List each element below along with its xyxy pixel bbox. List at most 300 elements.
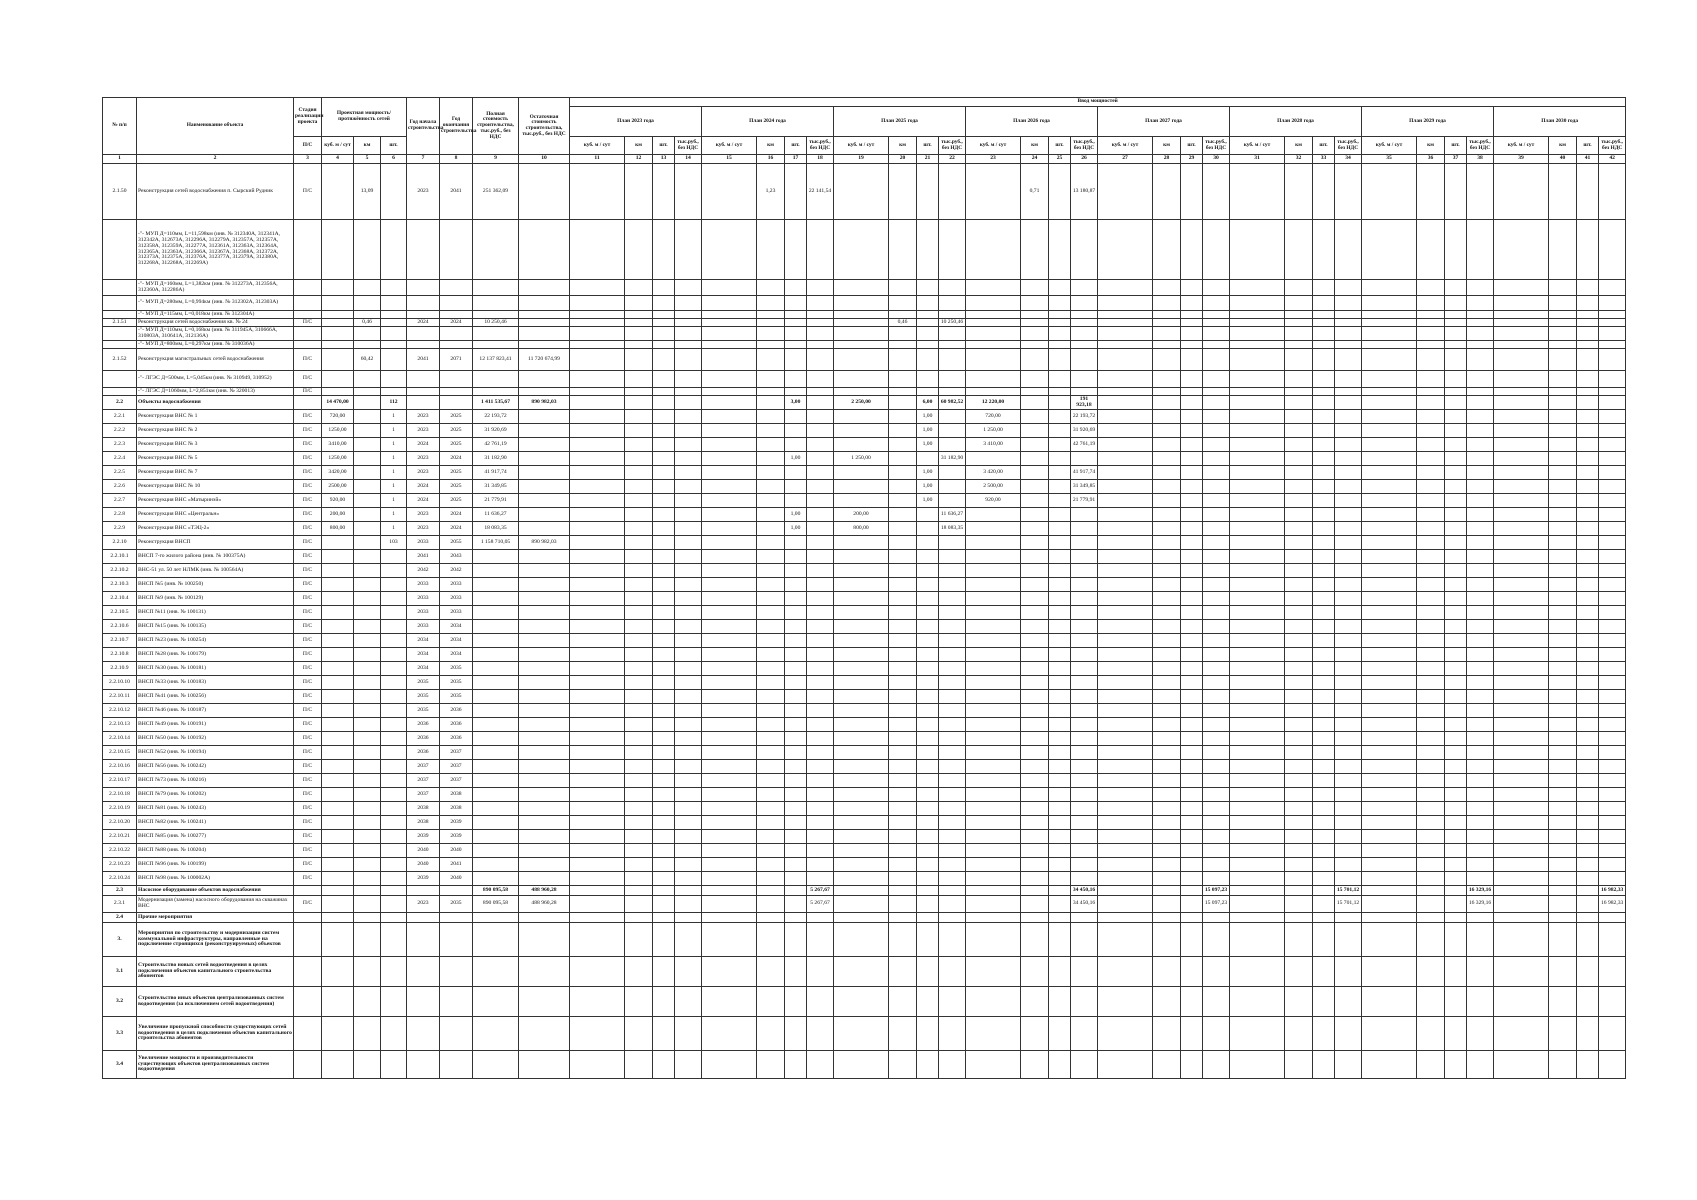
cell-n: 2.2.9 bbox=[103, 522, 137, 536]
cell-plan bbox=[1549, 886, 1577, 896]
cell-rem bbox=[519, 913, 570, 923]
cell-plan bbox=[1445, 987, 1467, 1017]
cell-plan bbox=[1577, 844, 1599, 858]
cell-plan bbox=[570, 886, 625, 896]
cell-q bbox=[322, 1051, 354, 1079]
cell-plan bbox=[1313, 732, 1335, 746]
column-number: 41 bbox=[1577, 155, 1599, 164]
cell-rem bbox=[519, 164, 570, 220]
cell-plan bbox=[1049, 327, 1071, 341]
cell-plan bbox=[1230, 648, 1285, 662]
cell-plan bbox=[917, 550, 939, 564]
cell-plan bbox=[625, 341, 653, 349]
cell-plan bbox=[675, 872, 702, 886]
cell-plan bbox=[1362, 1051, 1417, 1079]
cell-plan bbox=[1549, 349, 1577, 371]
cell-plan bbox=[966, 896, 1021, 913]
cell-plan bbox=[1285, 494, 1313, 508]
cell-plan bbox=[1549, 371, 1577, 388]
cell-pcs: 1 bbox=[381, 480, 407, 494]
cell-plan bbox=[1181, 592, 1203, 606]
cell-n bbox=[103, 341, 137, 349]
cell-plan bbox=[702, 494, 757, 508]
cell-plan bbox=[625, 1051, 653, 1079]
cell-plan bbox=[834, 844, 889, 858]
cell-full bbox=[473, 592, 519, 606]
cell-plan bbox=[1203, 480, 1230, 494]
column-number: 22 bbox=[939, 155, 966, 164]
cell-y2: 2041 bbox=[440, 858, 473, 872]
cell-name: ВНСП №82 (инв. № 100241) bbox=[137, 816, 294, 830]
cell-plan bbox=[785, 648, 807, 662]
cell-rem bbox=[519, 280, 570, 296]
cell-q bbox=[322, 536, 354, 550]
cell-plan bbox=[1203, 452, 1230, 466]
cell-st: П/С bbox=[294, 508, 322, 522]
cell-name: ВНСП №41 (инв. № 100256) bbox=[137, 690, 294, 704]
cell-plan bbox=[1230, 1051, 1285, 1079]
cell-plan bbox=[1021, 410, 1049, 424]
cell-plan bbox=[917, 634, 939, 648]
cell-plan bbox=[570, 844, 625, 858]
cell-plan bbox=[625, 388, 653, 396]
cell-name: Реконструкция ВНС № 2 bbox=[137, 424, 294, 438]
cell-plan bbox=[702, 732, 757, 746]
cell-st: П/С bbox=[294, 522, 322, 536]
cell-plan bbox=[625, 466, 653, 480]
cell-plan bbox=[1153, 634, 1181, 648]
cell-n: 3.1 bbox=[103, 957, 137, 987]
cell-plan bbox=[1021, 816, 1049, 830]
cell-plan bbox=[1494, 341, 1549, 349]
cell-name: Строительство новых сетей водоотведения в целях подключения объектов капитального строительства абонентов bbox=[137, 957, 294, 987]
cell-name: Реконструкция ВНС № 1 bbox=[137, 410, 294, 424]
cell-plan bbox=[675, 858, 702, 872]
cell-plan bbox=[966, 830, 1021, 844]
cell-plan bbox=[1445, 606, 1467, 620]
cell-plan bbox=[570, 606, 625, 620]
table-row bbox=[103, 634, 1626, 648]
cell-plan bbox=[834, 466, 889, 480]
cell-plan bbox=[1098, 718, 1153, 732]
cell-plan bbox=[939, 480, 966, 494]
cell-plan bbox=[834, 634, 889, 648]
cell-plan bbox=[1599, 872, 1626, 886]
cell-plan bbox=[757, 732, 785, 746]
column-number: 26 bbox=[1071, 155, 1098, 164]
cell-plan bbox=[1313, 480, 1335, 494]
cell-plan bbox=[939, 578, 966, 592]
cell-plan bbox=[1181, 319, 1203, 327]
cell-name: Реконструкция ВНС № 7 bbox=[137, 466, 294, 480]
cell-plan bbox=[1021, 550, 1049, 564]
cell-pcs bbox=[381, 648, 407, 662]
cell-y2 bbox=[440, 311, 473, 319]
cell-y1: 2037 bbox=[407, 788, 440, 802]
cell-plan bbox=[1021, 774, 1049, 788]
cell-plan bbox=[1285, 746, 1313, 760]
cell-plan bbox=[1467, 452, 1494, 466]
cell-full bbox=[473, 341, 519, 349]
cell-plan bbox=[1230, 760, 1285, 774]
cell-plan bbox=[1181, 788, 1203, 802]
cell-plan bbox=[1417, 886, 1445, 896]
cell-plan bbox=[1494, 957, 1549, 987]
cell-plan bbox=[625, 732, 653, 746]
cell-plan bbox=[1021, 296, 1049, 311]
cell-y2 bbox=[440, 1017, 473, 1051]
cell-plan bbox=[1362, 578, 1417, 592]
cell-plan bbox=[1467, 410, 1494, 424]
cell-full bbox=[473, 760, 519, 774]
cell-full bbox=[473, 1017, 519, 1051]
cell-q bbox=[322, 550, 354, 564]
cell-plan bbox=[1153, 802, 1181, 816]
cell-plan bbox=[1285, 480, 1313, 494]
cell-plan bbox=[785, 1051, 807, 1079]
cell-plan bbox=[889, 508, 917, 522]
cell-plan: 15 701,12 bbox=[1335, 896, 1362, 913]
cell-plan bbox=[1362, 424, 1417, 438]
table-row bbox=[103, 896, 1626, 913]
cell-plan bbox=[1230, 923, 1285, 957]
cell-plan bbox=[1071, 718, 1098, 732]
cell-plan bbox=[1153, 319, 1181, 327]
cell-plan bbox=[807, 424, 834, 438]
cell-plan bbox=[966, 802, 1021, 816]
cell-plan bbox=[1362, 410, 1417, 424]
column-number: 18 bbox=[807, 155, 834, 164]
cell-plan bbox=[1181, 606, 1203, 620]
cell-plan bbox=[570, 371, 625, 388]
cell-plan bbox=[1417, 690, 1445, 704]
table-row bbox=[103, 732, 1626, 746]
table-row bbox=[103, 662, 1626, 676]
cell-km bbox=[354, 564, 381, 578]
cell-plan bbox=[1049, 816, 1071, 830]
cell-plan bbox=[1362, 319, 1417, 327]
cell-plan bbox=[1599, 536, 1626, 550]
cell-plan bbox=[1467, 816, 1494, 830]
cell-plan bbox=[1153, 480, 1181, 494]
cell-full bbox=[473, 220, 519, 280]
cell-plan bbox=[939, 564, 966, 578]
cell-plan bbox=[1599, 410, 1626, 424]
cell-plan bbox=[570, 913, 625, 923]
cell-plan bbox=[1313, 371, 1335, 388]
cell-plan bbox=[1494, 452, 1549, 466]
cell-km bbox=[354, 1017, 381, 1051]
cell-pcs bbox=[381, 606, 407, 620]
cell-plan bbox=[1203, 746, 1230, 760]
column-number: 31 bbox=[1230, 155, 1285, 164]
cell-plan bbox=[653, 690, 675, 704]
column-number: 14 bbox=[675, 155, 702, 164]
cell-plan bbox=[1549, 844, 1577, 858]
cell-plan bbox=[1445, 872, 1467, 886]
cell-plan bbox=[702, 480, 757, 494]
cell-plan: 34 450,16 bbox=[1071, 886, 1098, 896]
cell-plan bbox=[1549, 480, 1577, 494]
cell-q bbox=[322, 564, 354, 578]
cell-plan bbox=[1417, 220, 1445, 280]
cell-plan bbox=[1417, 371, 1445, 388]
cell-plan bbox=[785, 923, 807, 957]
cell-plan bbox=[653, 872, 675, 886]
cell-plan bbox=[675, 886, 702, 896]
cell-plan bbox=[570, 452, 625, 466]
cell-plan bbox=[1153, 280, 1181, 296]
cell-plan bbox=[757, 349, 785, 371]
cell-plan bbox=[1362, 522, 1417, 536]
cell-plan bbox=[1071, 296, 1098, 311]
cell-plan bbox=[917, 388, 939, 396]
cell-plan bbox=[1417, 746, 1445, 760]
cell-plan bbox=[1049, 718, 1071, 732]
cell-plan: 42 761,19 bbox=[1071, 438, 1098, 452]
cell-km bbox=[354, 452, 381, 466]
cell-plan bbox=[889, 480, 917, 494]
cell-plan bbox=[1071, 844, 1098, 858]
cell-full bbox=[473, 676, 519, 690]
cell-plan: 31 349,85 bbox=[1071, 480, 1098, 494]
cell-plan bbox=[757, 410, 785, 424]
cell-pcs bbox=[381, 830, 407, 844]
cell-km bbox=[354, 634, 381, 648]
cell-plan bbox=[1181, 732, 1203, 746]
cell-plan bbox=[702, 319, 757, 327]
cell-plan bbox=[917, 816, 939, 830]
cell-plan bbox=[1445, 536, 1467, 550]
cell-plan bbox=[1021, 718, 1049, 732]
cell-plan bbox=[1049, 886, 1071, 896]
cell-plan bbox=[785, 606, 807, 620]
capacity-intro-header: Ввод мощностей bbox=[570, 98, 1626, 107]
cell-st: П/С bbox=[294, 494, 322, 508]
cell-st: П/С bbox=[294, 662, 322, 676]
cell-plan bbox=[917, 662, 939, 676]
cell-plan bbox=[1313, 508, 1335, 522]
cell-plan bbox=[917, 220, 939, 280]
cell-km bbox=[354, 913, 381, 923]
cell-plan bbox=[1203, 1017, 1230, 1051]
cell-plan bbox=[1362, 606, 1417, 620]
cell-plan bbox=[1285, 830, 1313, 844]
cell-plan bbox=[625, 886, 653, 896]
cell-full bbox=[473, 327, 519, 341]
cell-q bbox=[322, 718, 354, 732]
cell-plan bbox=[1021, 676, 1049, 690]
cell-plan bbox=[1021, 886, 1049, 896]
cell-plan bbox=[1230, 564, 1285, 578]
cell-q bbox=[322, 341, 354, 349]
cell-plan bbox=[1494, 592, 1549, 606]
cell-q: 1250,00 bbox=[322, 424, 354, 438]
cell-q: 2500,00 bbox=[322, 480, 354, 494]
cell-plan bbox=[1181, 1051, 1203, 1079]
cell-plan bbox=[1494, 388, 1549, 396]
cell-plan bbox=[1313, 896, 1335, 913]
cell-plan bbox=[653, 452, 675, 466]
investment-table bbox=[102, 97, 1626, 1079]
column-number: 13 bbox=[653, 155, 675, 164]
cell-plan bbox=[1445, 522, 1467, 536]
table-row bbox=[103, 396, 1626, 410]
year-sub-header: куб. м / сут bbox=[834, 137, 889, 155]
cell-y1 bbox=[407, 913, 440, 923]
cell-plan bbox=[1049, 830, 1071, 844]
year-plan-header: План 2028 года bbox=[1230, 107, 1362, 137]
cell-y1 bbox=[407, 220, 440, 280]
cell-plan bbox=[1203, 872, 1230, 886]
cell-plan bbox=[570, 718, 625, 732]
cell-plan bbox=[653, 522, 675, 536]
column-number: 3 bbox=[294, 155, 322, 164]
cell-plan bbox=[1335, 1051, 1362, 1079]
cell-plan bbox=[1071, 732, 1098, 746]
cell-plan bbox=[570, 296, 625, 311]
col-stage-sub: П/С bbox=[294, 137, 322, 155]
cell-plan bbox=[1071, 913, 1098, 923]
cell-y2: 2037 bbox=[440, 746, 473, 760]
cell-y2: 2036 bbox=[440, 732, 473, 746]
cell-plan bbox=[1071, 536, 1098, 550]
cell-plan bbox=[1467, 424, 1494, 438]
cell-y1: 2036 bbox=[407, 718, 440, 732]
cell-plan bbox=[1230, 319, 1285, 327]
cell-km bbox=[354, 896, 381, 913]
cell-plan bbox=[625, 522, 653, 536]
cell-pcs: 1 bbox=[381, 508, 407, 522]
cell-plan bbox=[1098, 746, 1153, 760]
cell-st bbox=[294, 341, 322, 349]
cell-plan bbox=[1467, 536, 1494, 550]
cell-plan bbox=[1549, 987, 1577, 1017]
cell-plan bbox=[1071, 564, 1098, 578]
cell-pcs: 1 bbox=[381, 466, 407, 480]
cell-rem bbox=[519, 424, 570, 438]
cell-name: Реконструкция ВНС «Матыринэй» bbox=[137, 494, 294, 508]
cell-plan: 920,00 bbox=[966, 494, 1021, 508]
cell-km bbox=[354, 480, 381, 494]
cell-plan bbox=[1313, 349, 1335, 371]
cell-full bbox=[473, 1051, 519, 1079]
cell-plan bbox=[785, 844, 807, 858]
cell-full bbox=[473, 774, 519, 788]
cell-plan bbox=[1335, 690, 1362, 704]
cell-plan bbox=[1335, 662, 1362, 676]
cell-st: П/С bbox=[294, 592, 322, 606]
cell-plan bbox=[807, 760, 834, 774]
cell-km bbox=[354, 690, 381, 704]
cell-plan bbox=[1494, 872, 1549, 886]
cell-plan bbox=[1445, 648, 1467, 662]
cell-plan bbox=[966, 606, 1021, 620]
cell-plan bbox=[1577, 349, 1599, 371]
cell-plan bbox=[653, 760, 675, 774]
cell-plan bbox=[1494, 311, 1549, 319]
cell-plan bbox=[1362, 592, 1417, 606]
cell-plan bbox=[1577, 913, 1599, 923]
cell-plan bbox=[675, 349, 702, 371]
cell-plan bbox=[966, 564, 1021, 578]
cell-plan bbox=[1049, 844, 1071, 858]
cell-plan bbox=[1071, 760, 1098, 774]
cell-plan bbox=[1230, 704, 1285, 718]
cell-full: 22 193,72 bbox=[473, 410, 519, 424]
year-sub-header: тыс.руб., без НДС bbox=[1071, 137, 1098, 155]
cell-plan bbox=[917, 760, 939, 774]
cell-plan bbox=[1285, 452, 1313, 466]
cell-n: 2.4 bbox=[103, 913, 137, 923]
cell-plan bbox=[757, 388, 785, 396]
cell-plan bbox=[1203, 327, 1230, 341]
cell-plan bbox=[1577, 438, 1599, 452]
cell-plan bbox=[1362, 634, 1417, 648]
cell-plan bbox=[785, 760, 807, 774]
cell-plan bbox=[675, 341, 702, 349]
cell-plan bbox=[1071, 816, 1098, 830]
cell-plan bbox=[807, 648, 834, 662]
cell-plan bbox=[1153, 327, 1181, 341]
cell-plan bbox=[1599, 760, 1626, 774]
year-sub-header: км bbox=[1153, 137, 1181, 155]
cell-plan bbox=[1021, 648, 1049, 662]
cell-full: 12 137 823,41 bbox=[473, 349, 519, 371]
cell-st: П/С bbox=[294, 424, 322, 438]
cell-pcs bbox=[381, 164, 407, 220]
cell-plan bbox=[1549, 388, 1577, 396]
cell-st bbox=[294, 957, 322, 987]
cell-plan bbox=[939, 830, 966, 844]
cell-plan bbox=[889, 164, 917, 220]
cell-plan bbox=[966, 388, 1021, 396]
cell-plan bbox=[1445, 578, 1467, 592]
cell-plan bbox=[1467, 550, 1494, 564]
cell-plan bbox=[653, 371, 675, 388]
cell-name: Реконструкция ВНС «ТЭЦ-2» bbox=[137, 522, 294, 536]
cell-n bbox=[103, 371, 137, 388]
cell-y2: 2039 bbox=[440, 816, 473, 830]
cell-plan bbox=[1021, 480, 1049, 494]
cell-plan bbox=[1417, 704, 1445, 718]
cell-full bbox=[473, 606, 519, 620]
cell-plan bbox=[653, 327, 675, 341]
cell-plan bbox=[757, 494, 785, 508]
cell-plan bbox=[625, 480, 653, 494]
cell-km: 13,09 bbox=[354, 164, 381, 220]
cell-plan bbox=[625, 718, 653, 732]
cell-plan bbox=[570, 896, 625, 913]
cell-plan bbox=[1098, 788, 1153, 802]
cell-name: -"- МУП Д=115мм, L=0,018км (инв. № 312304А) bbox=[137, 311, 294, 319]
cell-name: ВНСП №56 (инв. № 100242) bbox=[137, 760, 294, 774]
cell-pcs bbox=[381, 341, 407, 349]
cell-plan bbox=[966, 319, 1021, 327]
cell-plan bbox=[1071, 341, 1098, 349]
cell-plan bbox=[889, 634, 917, 648]
cell-y2: 2034 bbox=[440, 648, 473, 662]
cell-plan bbox=[889, 788, 917, 802]
cell-name: Строительство иных объектов централизованных систем водоотведения (за исключением сетей водоотведения) bbox=[137, 987, 294, 1017]
cell-plan bbox=[889, 886, 917, 896]
cell-plan bbox=[1203, 676, 1230, 690]
cell-km bbox=[354, 410, 381, 424]
cell-n: 2.2.10.22 bbox=[103, 844, 137, 858]
cell-plan bbox=[1445, 830, 1467, 844]
cell-plan bbox=[625, 311, 653, 319]
cell-q bbox=[322, 620, 354, 634]
